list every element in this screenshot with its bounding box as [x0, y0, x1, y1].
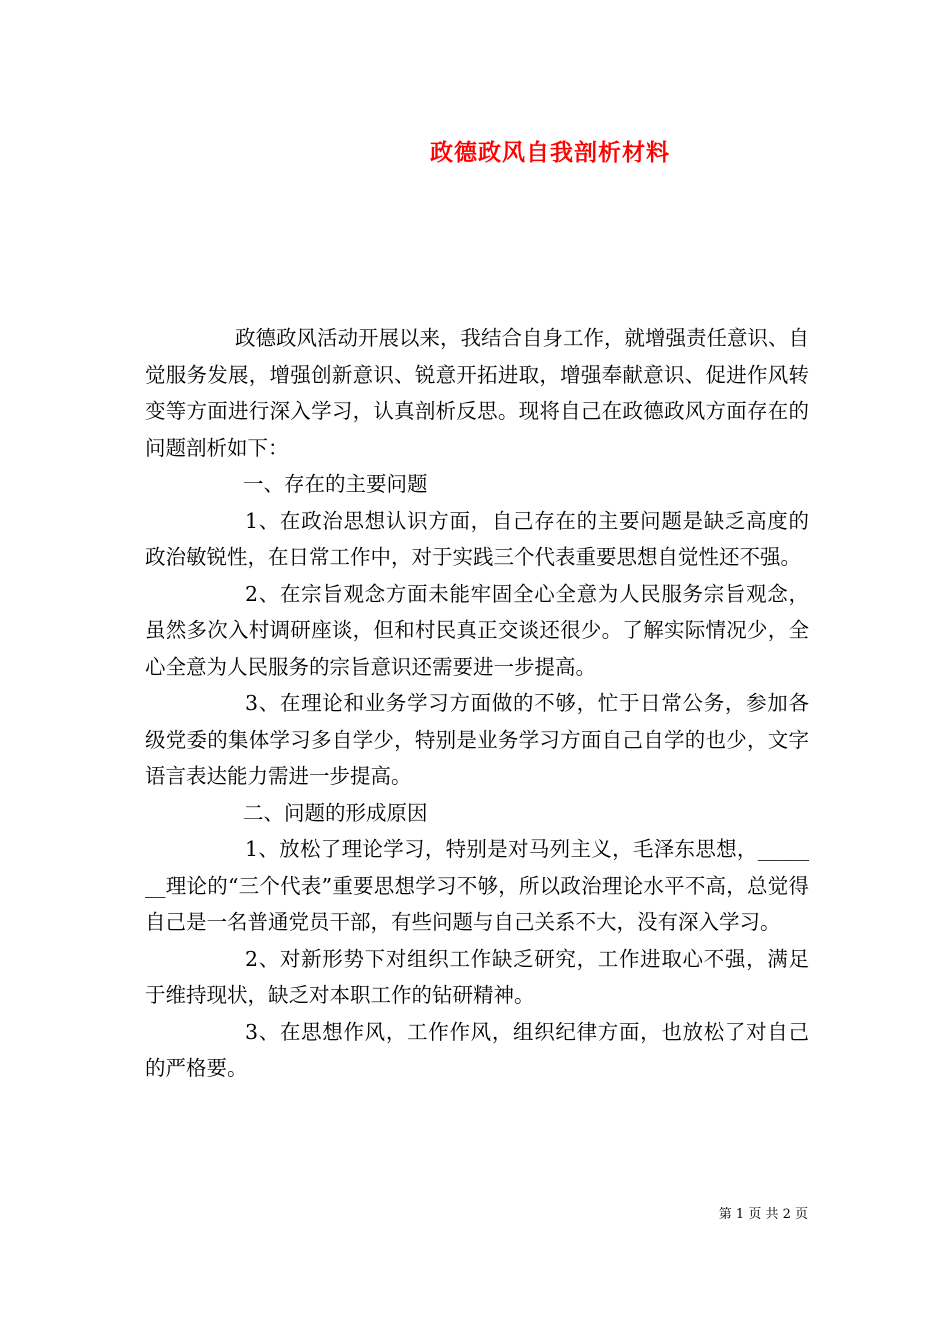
cause-item-2: 2、对新形势下对组织工作缺乏研究，工作进取心不强，满足于维持现状，缺乏对本职工作的钻研精神。 [145, 946, 809, 1007]
section-heading-causes: 二、问题的形成原因 [243, 800, 428, 825]
section-heading-problems: 一、存在的主要问题 [243, 472, 428, 496]
cause-item-3: 3、在思想作风，工作作风，组织纪律方面，也放松了对自己的严格要。 [145, 1019, 809, 1080]
page-number-footer: 第 1 页 共 2 页 [718, 1207, 808, 1222]
problem-item-1: 1、在政治思想认识方面，自己存在的主要问题是缺乏高度的政治敏锐性，在日常工作中，对于实践三个代表重要思想自觉性还不强。 [145, 508, 809, 569]
document-body [145, 320, 809, 1087]
intro-paragraph: 政德政风活动开展以来，我结合自身工作，就增强责任意识、自觉服务发展，增强创新意识、锐意开拓进取，增强奉献意识、促进作风转变等方面进行深入学习，认真剖析反思。现将自己在政德政风方面存在的问题剖析如下： [145, 326, 809, 460]
cause-item-1: 1、放松了理论学习，特别是对马列主义，毛泽东思想，_______理论的“三个代表”重要思想学习不够，所以政治理论水平不高，总觉得自己是一名普通党员干部，有些问题与自己关系不大，没有深入学习。 [145, 837, 809, 934]
page-title: 政德政风自我剖析材料 [430, 139, 670, 166]
problem-item-2: 2、在宗旨观念方面未能牢固全心全意为人民服务宗旨观念，虽然多次入村调研座谈，但和村民真正交谈还很少。了解实际情况少，全心全意为人民服务的宗旨意识还需要进一步提高。 [145, 581, 809, 679]
problem-item-3: 3、在理论和业务学习方面做的不够，忙于日常公务，参加各级党委的集体学习多自学少，特别是业务学习方面自己自学的也少，文字语言表达能力需进一步提高。 [145, 691, 809, 788]
